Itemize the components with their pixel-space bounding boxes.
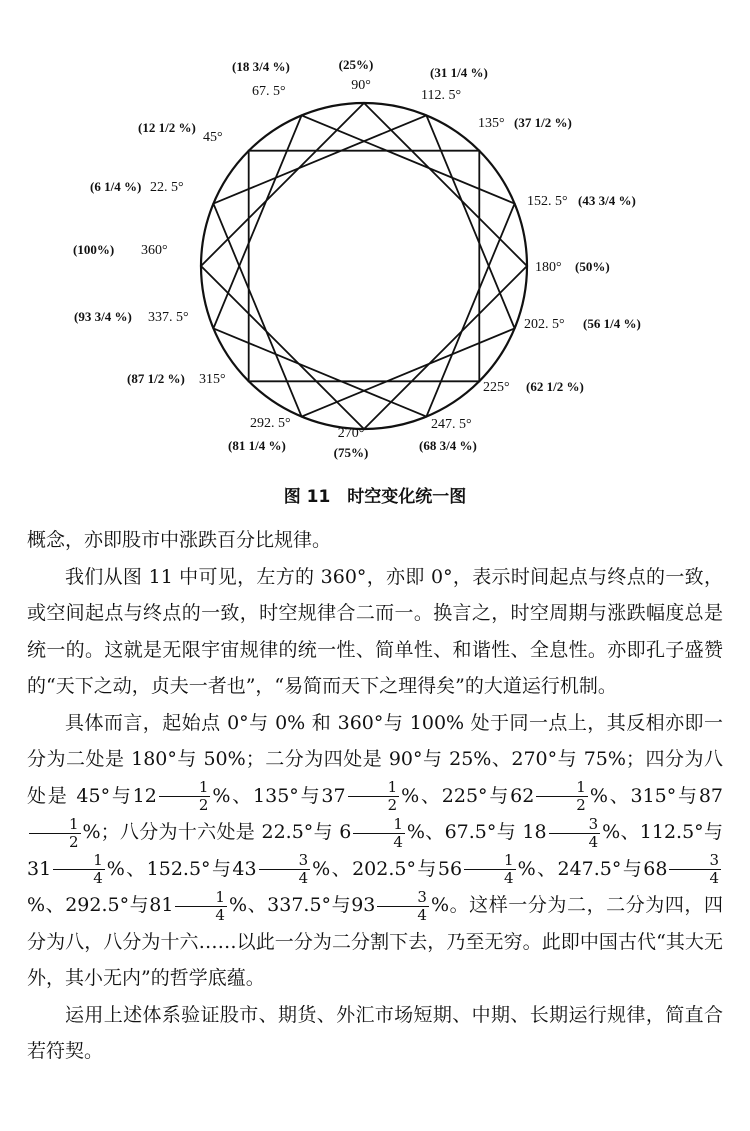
label-pct-22-5: (6 1/4 %): [90, 179, 142, 194]
label-pct-90: (25%): [338, 57, 374, 72]
paragraph-1: 概念，亦即股市中涨跌百分比规律。: [27, 529, 332, 551]
outer-circle: [201, 103, 527, 429]
label-deg-152-5: 152. 5°: [527, 194, 568, 209]
paragraph-3: [27, 705, 723, 997]
fraction-numerator: 1: [29, 816, 81, 834]
inscribed-square: [213, 115, 514, 416]
p3-segment: %。这样一分为二，二分为四，四分为八，八分为十六……以此一分为二分割下去，乃至无穷。此即中国古代“其大无外，其小无内”的哲学底蕴。: [27, 894, 724, 989]
label-deg-315: 315°: [199, 372, 226, 387]
p3-segment: %、337.5°与93: [228, 894, 376, 916]
fraction-numerator: 1: [159, 779, 211, 797]
fraction-denominator: 2: [576, 796, 586, 814]
label-deg-202-5: 202. 5°: [524, 317, 565, 332]
fraction: [159, 779, 211, 814]
fraction: [175, 889, 227, 924]
body-text: [27, 522, 723, 1070]
fraction-denominator: 2: [387, 796, 398, 814]
p3-segment: 具体而言，起始点 0°与 0% 和 360°与 100% 处于同一点上，其反相亦即一分为二处是 180°与 50%；二分为四处是 90°与 25%、270°与 75%；四分为八处是 45°与12: [27, 711, 723, 807]
label-pct-360: (100%): [73, 242, 115, 257]
fraction-numerator: 3: [377, 889, 429, 907]
inscribed-square: [201, 103, 527, 429]
fraction-denominator: 4: [393, 832, 403, 851]
label-pct-270: (75%): [333, 445, 369, 460]
fraction-numerator: 1: [464, 852, 516, 870]
fraction: [464, 852, 516, 887]
fraction-numerator: 3: [549, 816, 601, 834]
label-deg-247-5: 247. 5°: [431, 417, 472, 432]
inscribed-squares: [201, 103, 527, 429]
label-pct-292-5: (81 1/4 %): [228, 438, 286, 453]
fraction-numerator: 1: [536, 779, 588, 797]
label-pct-67-5: (18 3/4 %): [232, 59, 290, 74]
p3-segment: %、315°与87: [589, 784, 724, 807]
label-deg-360: 360°: [141, 243, 168, 258]
fraction: [669, 852, 721, 887]
fraction-denominator: 4: [417, 905, 427, 924]
p3-segment: %、135°与37: [212, 784, 346, 807]
label-pct-45: (12 1/2 %): [138, 120, 196, 135]
fraction-denominator: 4: [215, 905, 225, 924]
fraction-denominator: 4: [93, 869, 103, 887]
inscribed-square: [249, 151, 480, 382]
figure-caption: 图 11 时空变化统一图: [283, 487, 467, 507]
p3-segment: %、112.5°与 31: [27, 821, 724, 880]
label-pct-337-5: (93 3/4 %): [74, 309, 132, 324]
fraction-denominator: 4: [504, 869, 514, 887]
label-deg-337-5: 337. 5°: [148, 310, 189, 325]
p3-segment: %；八分为十六处是 22.5°与 6: [82, 821, 352, 843]
label-deg-225: 225°: [483, 380, 510, 395]
label-pct-180: (50%): [575, 259, 610, 274]
fraction: [536, 779, 588, 814]
fraction: [29, 816, 81, 851]
fraction: [53, 852, 105, 887]
label-deg-45: 45°: [203, 130, 223, 145]
label-deg-22-5: 22. 5°: [150, 180, 184, 195]
fraction-numerator: 1: [53, 852, 105, 870]
inscribed-square: [213, 115, 514, 416]
p3-segment: %、67.5°与 18: [406, 821, 547, 843]
time-space-unity-diagram: [0, 0, 750, 470]
fraction: [377, 889, 429, 924]
label-pct-152-5: (43 3/4 %): [578, 193, 636, 208]
fraction: [259, 852, 311, 887]
fraction-denominator: 4: [298, 869, 309, 887]
fraction-numerator: 3: [259, 852, 311, 870]
label-deg-135: 135°: [478, 116, 505, 131]
label-pct-202-5: (56 1/4 %): [583, 316, 641, 331]
p3-segment: %、152.5°与43: [106, 857, 257, 880]
fraction: [353, 816, 405, 851]
fraction-numerator: 1: [348, 779, 400, 797]
fraction-numerator: 1: [175, 889, 227, 907]
label-deg-292-5: 292. 5°: [250, 416, 291, 431]
p3-segment: %、247.5°与68: [517, 857, 668, 880]
fraction-numerator: 1: [353, 816, 405, 834]
fraction-denominator: 2: [69, 832, 79, 851]
label-pct-135: (37 1/2 %): [514, 115, 572, 130]
label-deg-270: 270°: [337, 426, 365, 441]
fraction-denominator: 4: [588, 832, 599, 851]
p3-segment: %、202.5°与56: [312, 857, 463, 880]
paragraph-4: 运用上述体系验证股市、期货、外汇市场短期、中期、长期运行规律，简直合若符契。: [27, 1003, 723, 1062]
label-deg-112-5: 112. 5°: [421, 88, 462, 103]
label-pct-225: (62 1/2 %): [526, 379, 584, 394]
fraction-denominator: 2: [198, 796, 209, 814]
fraction: [549, 816, 601, 851]
paragraph-2: 我们从图 11 中可见，左方的 360°，亦即 0°，表示时间起点与终点的一致，或空间起点与终点的一致，时空规律合二而一。换言之，时空周期与涨跌幅度总是统一的。这就是无限宇宙规律的统一性、简单性、和谐性、全息性。亦即孔子盛赞的“天下之动，贞夫一者也”，“易简而天下之理得矣”的大道运行机制。: [27, 565, 723, 697]
label-pct-315: (87 1/2 %): [127, 371, 185, 386]
label-pct-112-5: (31 1/4 %): [430, 65, 488, 80]
p3-segment: %、225°与62: [401, 784, 535, 807]
fraction-denominator: 4: [709, 869, 719, 887]
label-deg-180: 180°: [535, 260, 562, 275]
label-deg-67-5: 67. 5°: [252, 84, 286, 99]
fraction: [348, 779, 400, 814]
p3-segment: %、292.5°与81: [27, 894, 174, 916]
fraction-numerator: 3: [669, 852, 721, 870]
label-deg-90: 90°: [351, 78, 371, 93]
label-pct-247-5: (68 3/4 %): [419, 438, 477, 453]
